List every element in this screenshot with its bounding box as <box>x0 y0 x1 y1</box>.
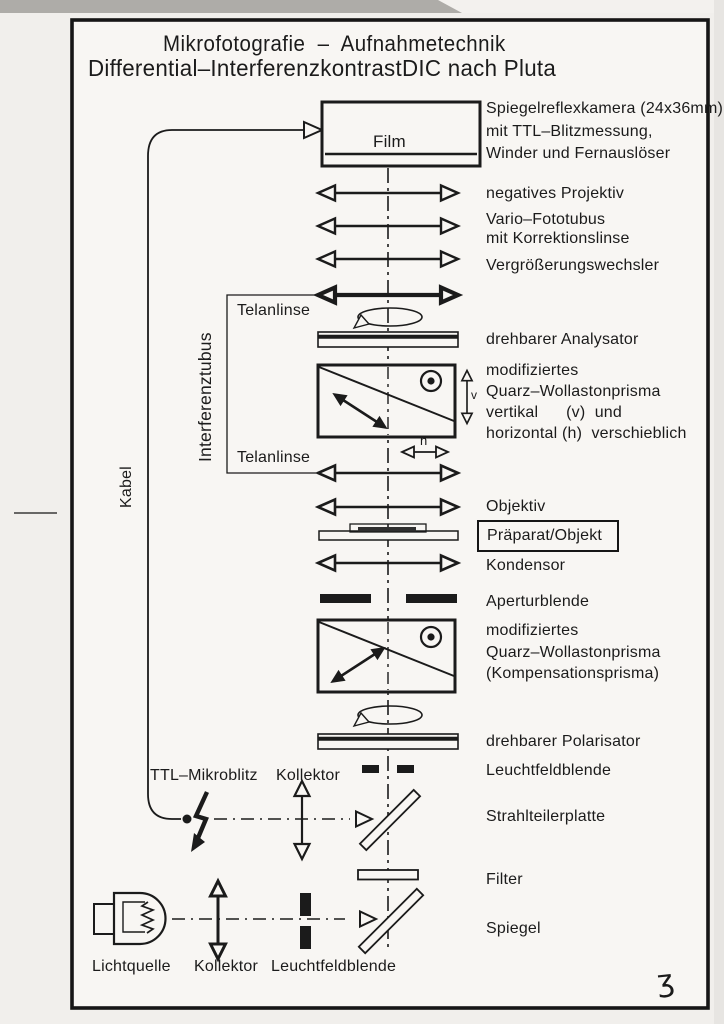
label-objektiv: Objektiv <box>486 498 546 515</box>
analysator-plate <box>318 332 458 347</box>
label-prisma-oben-line3: vertikal (v) und <box>486 404 622 421</box>
label-projektiv: negatives Projektiv <box>486 185 625 202</box>
label-h-shift: h <box>420 433 428 448</box>
label-leuchtfeldblende: Leuchtfeldblende <box>486 762 612 779</box>
label-prisma-oben-line2: Quarz–Wollastonprisma <box>486 383 661 400</box>
label-telanlinse-oben: Telanlinse <box>237 302 311 319</box>
label-filter: Filter <box>486 871 523 888</box>
label-telanlinse-unten: Telanlinse <box>237 449 311 466</box>
diagram-border-frame <box>72 20 708 1008</box>
filter-plate <box>358 870 418 880</box>
label-kollektor-unten: Kollektor <box>194 958 259 975</box>
label-aperturblende: Aperturblende <box>486 593 590 610</box>
label-strahlteilerplatte: Strahlteilerplatte <box>486 808 606 825</box>
label-interferenztubus: Interferenztubus <box>195 332 215 462</box>
camera-description-line3: Winder und Fernauslöser <box>486 145 671 162</box>
polarisator-plate <box>318 734 458 749</box>
label-vergroesserungswechsler: Vergrößerungswechsler <box>486 257 660 274</box>
label-polarisator: drehbarer Polarisator <box>486 733 641 750</box>
film-label: Film <box>373 132 406 151</box>
label-praeparat: Präparat/Objekt <box>487 527 603 544</box>
label-fototubus-line1: Vario–Fototubus <box>486 211 606 228</box>
wollaston-prism-lower <box>318 620 455 692</box>
label-prisma-unten-line2: Quarz–Wollastonprisma <box>486 644 661 661</box>
label-spiegel: Spiegel <box>486 920 541 937</box>
camera-description-line1: Spiegelreflexkamera (24x36mm) <box>486 100 724 117</box>
label-lichtquelle: Lichtquelle <box>92 958 171 975</box>
label-prisma-unten-line3: (Kompensationsprisma) <box>486 665 660 682</box>
label-leuchtfeldblende-unten: Leuchtfeldblende <box>271 958 397 975</box>
label-kabel: Kabel <box>118 466 135 508</box>
signature-mark: ʒ <box>655 963 677 1000</box>
page-title: Mikrofotografie – Aufnahmetechnik <box>163 31 506 56</box>
label-kollektor-oben: Kollektor <box>276 767 341 784</box>
label-v-shift: v <box>471 388 478 402</box>
label-prisma-unten-line1: modifiziertes <box>486 622 579 639</box>
label-fototubus-line2: mit Korrektionslinse <box>486 230 630 247</box>
label-kondensor: Kondensor <box>486 557 566 574</box>
label-ttl-mikroblitz: TTL–Mikroblitz <box>150 767 258 784</box>
label-analysator: drehbarer Analysator <box>486 331 639 348</box>
camera-description-line2: mit TTL–Blitzmessung, <box>486 123 653 140</box>
label-prisma-oben-line1: modifiziertes <box>486 362 579 379</box>
wollaston-prism-upper <box>318 365 455 437</box>
label-prisma-oben-line4: horizontal (h) verschieblich <box>486 425 687 442</box>
subtitle-method: Differential–Interferenzkontrast <box>88 55 402 81</box>
page-subtitle <box>88 55 557 82</box>
subtitle-variant: DIC nach Pluta <box>401 55 557 81</box>
